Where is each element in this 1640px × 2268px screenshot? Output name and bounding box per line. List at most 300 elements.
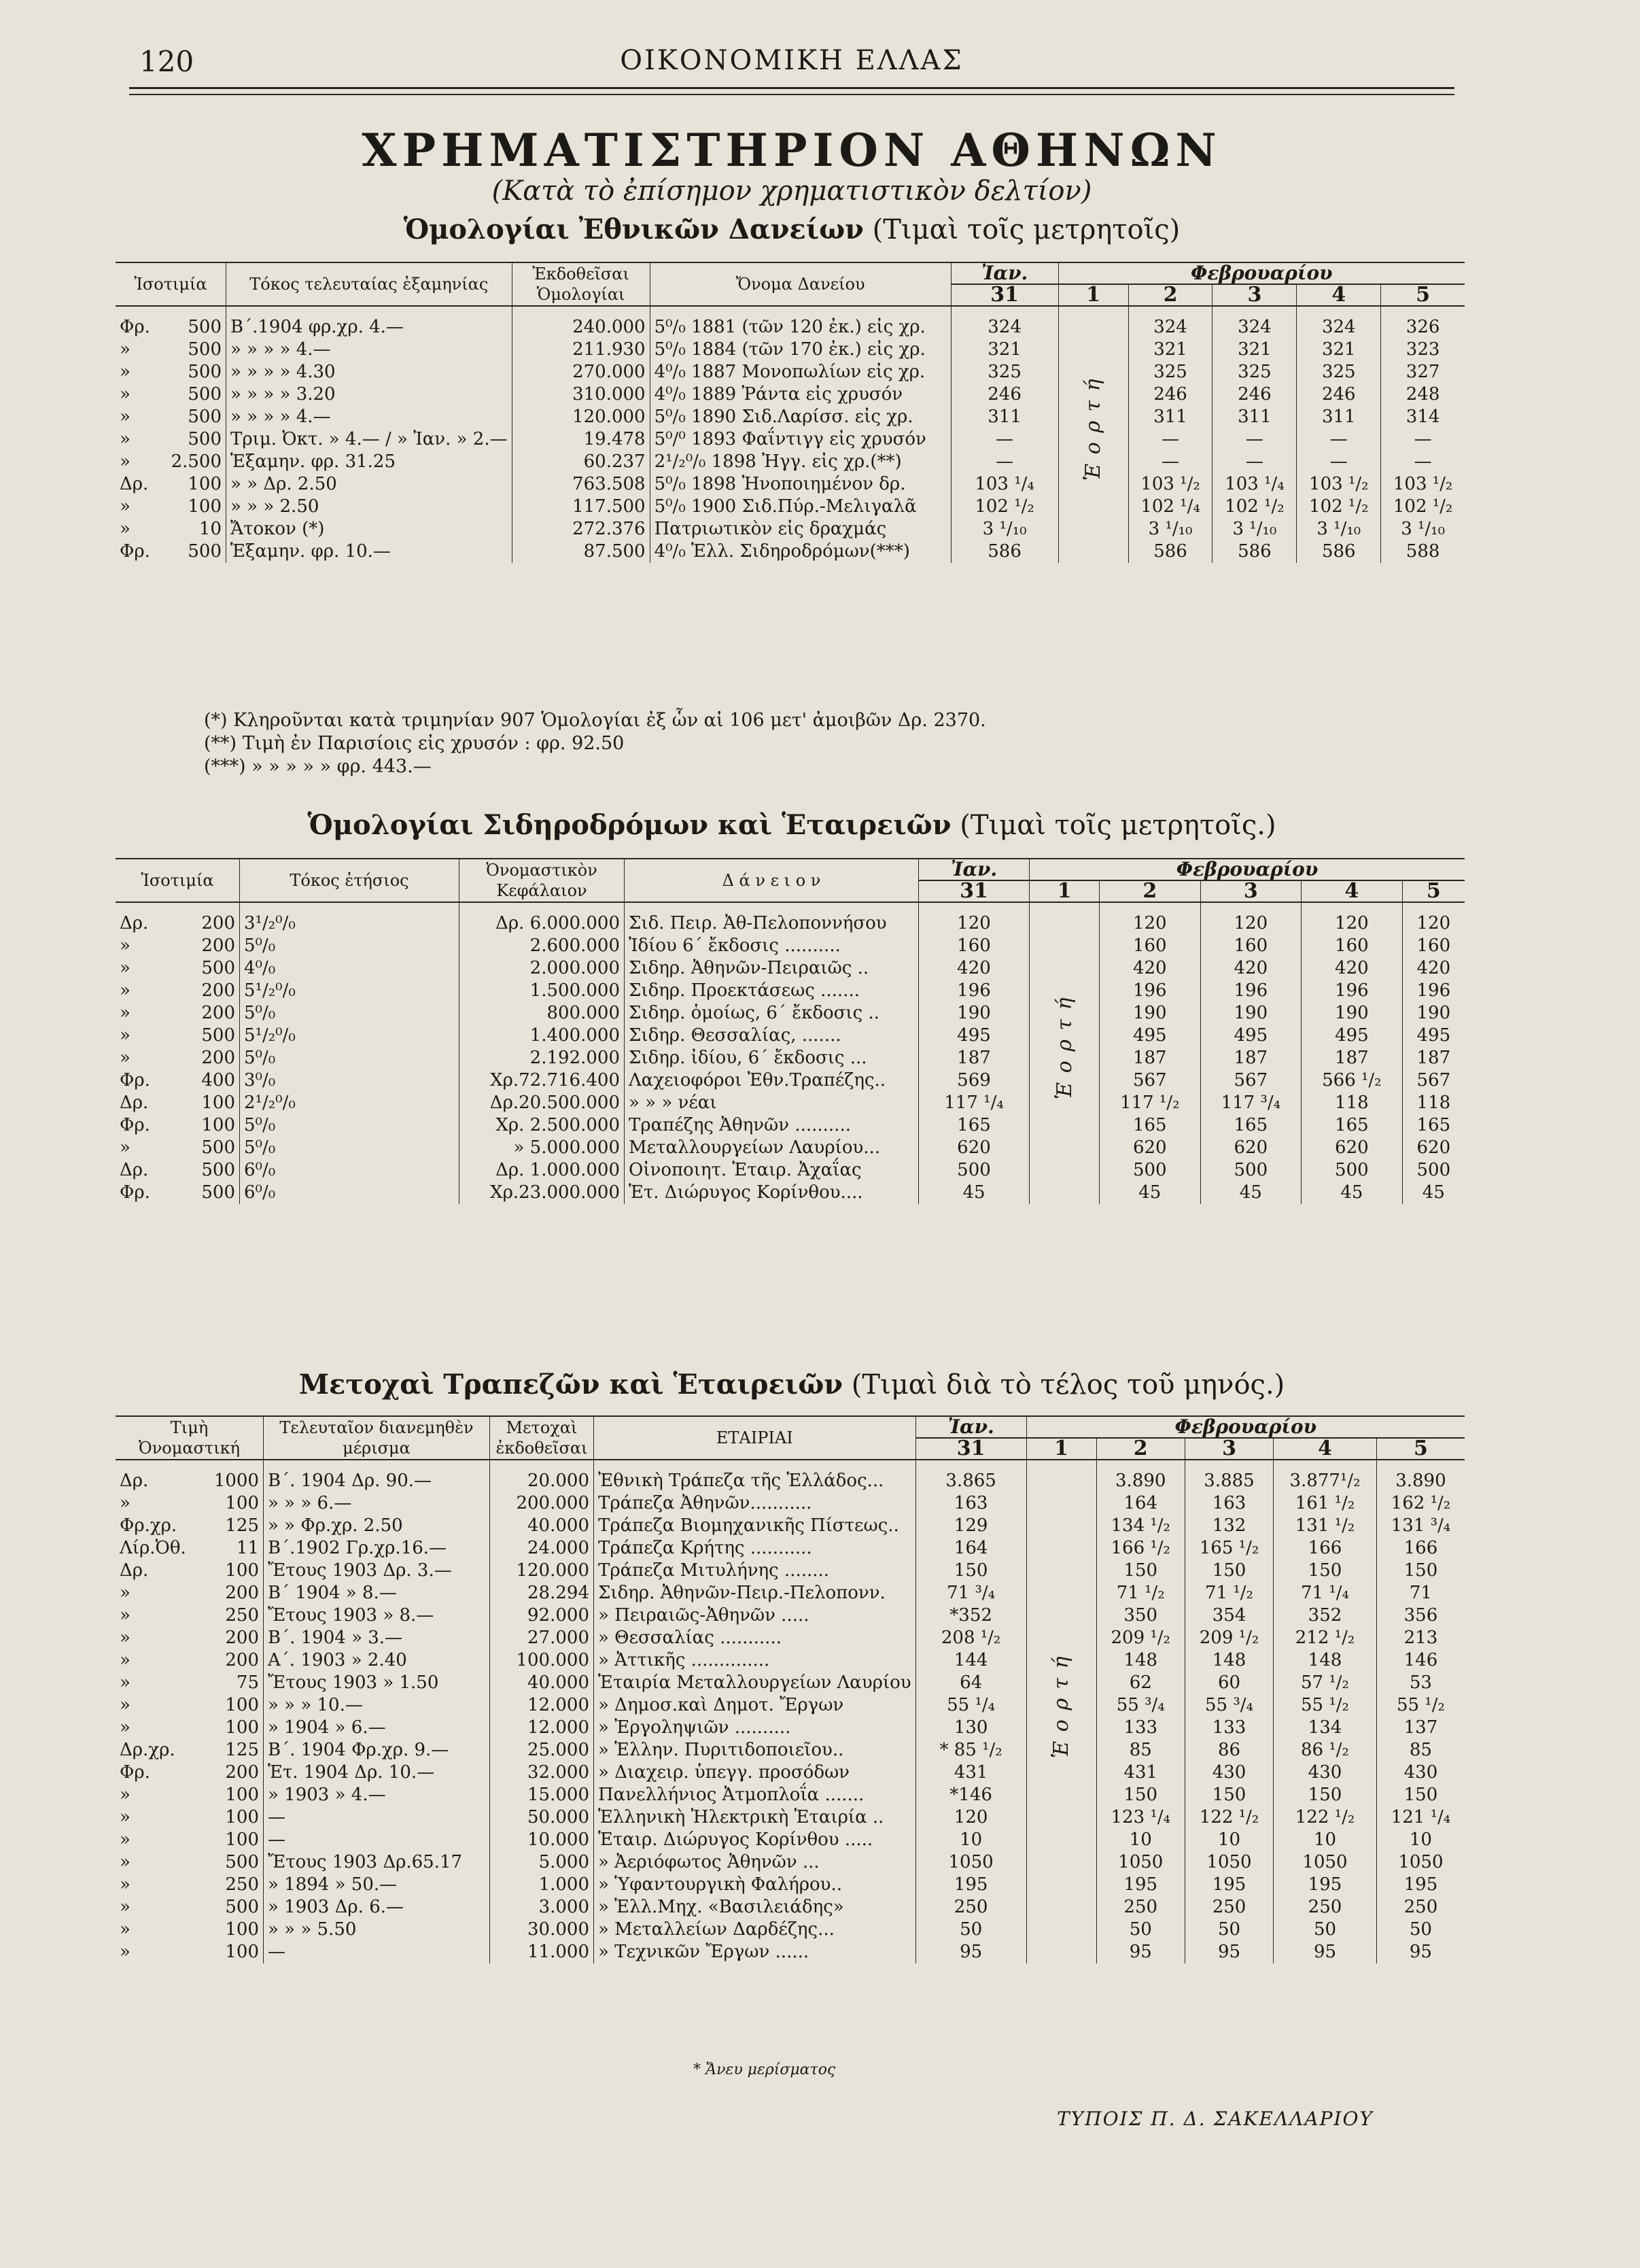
cell-coupon: 6⁰/₀ <box>240 1159 459 1182</box>
section1-heading-bold: Ὁμολογίαι Ἐθνικῶν Δανείων <box>403 213 864 245</box>
table-row <box>116 1829 1465 1851</box>
cell-jan-31: *352 <box>915 1604 1026 1627</box>
cell-value: 100 <box>225 1807 259 1827</box>
cell-value: 400 <box>201 1070 235 1090</box>
cell-jan-31: — <box>951 451 1058 473</box>
cell-coupon: 5⁰/₀ <box>240 1047 459 1069</box>
cell-name: » Τεχνικῶν Ἔργων ...... <box>594 1941 916 1963</box>
cell-issued: 15.000 <box>490 1784 594 1806</box>
cell-feb-2: 250 <box>1096 1896 1185 1919</box>
cell-coupon: — <box>264 1806 490 1829</box>
cell-unit: Φρ. <box>120 1115 150 1135</box>
cell-parity <box>116 1874 264 1896</box>
page-header <box>129 39 1454 87</box>
cell-feb-3: 195 <box>1185 1874 1273 1896</box>
cell-issued: 272.376 <box>512 518 650 540</box>
cell-issued: 40.000 <box>490 1672 594 1694</box>
col-loan-name: Ὄνομα Δανείου <box>650 262 951 306</box>
cell-parity <box>116 518 226 540</box>
cell-issued: 3.000 <box>490 1896 594 1919</box>
cell-issued: 1.400.000 <box>459 1025 625 1047</box>
cell-unit: » <box>120 1025 130 1046</box>
cell-coupon: » » Φρ.χρ. 2.50 <box>264 1515 490 1537</box>
cell-name: Ἑταιρία Μεταλλουργείων Λαυρίου <box>594 1672 916 1694</box>
table-row <box>116 1919 1465 1941</box>
cell-value: 500 <box>188 429 222 449</box>
cell-issued: Χρ. 2.500.000 <box>459 1114 625 1137</box>
cell-feb-2: 586 <box>1128 540 1212 563</box>
cell-value: 100 <box>188 496 222 517</box>
section3-heading <box>129 1369 1454 1401</box>
cell-coupon: » 1894 » 50.— <box>264 1874 490 1896</box>
cell-name: Σιδηρ. Θεσσαλίας, ....... <box>625 1025 919 1047</box>
cell-coupon: » » Δρ. 2.50 <box>226 473 512 496</box>
table-row <box>116 361 1465 383</box>
cell-jan-31: 190 <box>919 1002 1030 1025</box>
cell-parity <box>116 306 226 339</box>
cell-value: 200 <box>201 935 235 956</box>
cell-coupon: 5⁰/₀ <box>240 935 459 957</box>
cell-name: » Ἑλλ.Μηχ. «Βασιλειάδης» <box>594 1896 916 1919</box>
section2-heading <box>129 809 1454 841</box>
cell-feb-3: — <box>1212 451 1297 473</box>
cell-name: 5⁰/₀ 1900 Σιδ.Πύρ.-Μελιγαλᾶ <box>650 496 951 518</box>
cell-coupon: Β΄.1904 φρ.χρ. 4.— <box>226 306 512 339</box>
cell-feb-5: 620 <box>1416 1137 1451 1158</box>
cell-issued: 40.000 <box>490 1515 594 1537</box>
page-number: 120 <box>139 45 194 78</box>
cell-feb-2: 117 ¹/₂ <box>1100 1092 1201 1114</box>
cell-issued: 24.000 <box>490 1537 594 1560</box>
table-row <box>116 518 1465 540</box>
cell-jan-31: 120 <box>915 1806 1026 1829</box>
table-row <box>116 1851 1465 1874</box>
cell-unit: » <box>120 429 130 449</box>
cell-jan-31: 187 <box>919 1047 1030 1069</box>
cell-name: 5⁰/₀ 1884 (τῶν 170 ἐκ.) εἰς χρ. <box>650 339 951 361</box>
cell-coupon: » » » 2.50 <box>226 496 512 518</box>
col-parity: Ἰσοτιμία <box>116 262 226 306</box>
cell-jan-31: 10 <box>915 1829 1026 1851</box>
cell-feb-3: 586 <box>1212 540 1297 563</box>
cell-feb-3: 187 <box>1200 1047 1302 1069</box>
table-row <box>116 1460 1465 1492</box>
cell-unit: » <box>120 935 130 956</box>
cell-feb-2: 150 <box>1096 1784 1185 1806</box>
cell-issued: 100.000 <box>490 1649 594 1672</box>
cell-feb-5: 120 <box>1416 913 1451 933</box>
cell-unit: Φρ. <box>120 317 150 337</box>
note-2: (**) Τιμὴ ἐν Παρισίοις εἰς χρυσόν : φρ. 92.50 <box>204 733 625 754</box>
cell-value: 11 <box>236 1538 259 1558</box>
col-day-3: 3 <box>1212 284 1297 306</box>
cell-parity <box>116 339 226 361</box>
cell-feb-3: 150 <box>1185 1560 1273 1582</box>
cell-feb-3: 311 <box>1212 406 1297 428</box>
cell-feb-2: 500 <box>1100 1159 1201 1182</box>
cell-issued: 19.478 <box>512 428 650 451</box>
cell-feb-4: 131 ¹/₂ <box>1274 1515 1377 1537</box>
cell-feb-3: 620 <box>1200 1137 1302 1159</box>
cell-feb-4: — <box>1297 451 1381 473</box>
cell-parity <box>116 1806 264 1829</box>
cell-feb-2: 164 <box>1096 1492 1185 1515</box>
table-row <box>116 1159 1465 1182</box>
table-row <box>116 406 1465 428</box>
cell-jan-31: 50 <box>915 1919 1026 1941</box>
cell-coupon: 5¹/₂⁰/₀ <box>240 1025 459 1047</box>
cell-jan-31: 45 <box>919 1182 1030 1204</box>
cell-issued: 200.000 <box>490 1492 594 1515</box>
cell-parity <box>116 1582 264 1604</box>
cell-jan-31: 117 ¹/₄ <box>919 1092 1030 1114</box>
cell-feb-5: 588 <box>1406 541 1440 562</box>
cell-feb-4: 586 <box>1297 540 1381 563</box>
cell-jan-31: — <box>951 428 1058 451</box>
cell-parity <box>116 1002 240 1025</box>
cell-parity <box>116 1851 264 1874</box>
cell-jan-31: * 85 ¹/₂ <box>915 1739 1026 1762</box>
cell-value: 500 <box>225 1897 259 1917</box>
cell-feb-4: 566 ¹/₂ <box>1302 1069 1403 1092</box>
cell-name: Σιδηρ. Ἀθηνῶν-Πειραιῶς .. <box>625 957 919 980</box>
table-row <box>116 1784 1465 1806</box>
cell-name: Τράπεζα Κρήτης ........... <box>594 1537 916 1560</box>
cell-jan-31: 144 <box>915 1649 1026 1672</box>
cell-feb-5: 420 <box>1416 958 1451 978</box>
cell-feb-3: 117 ³/₄ <box>1200 1092 1302 1114</box>
cell-feb-3: 150 <box>1185 1784 1273 1806</box>
cell-feb-5: 118 <box>1416 1093 1451 1113</box>
col-day-1: 1 <box>1058 284 1128 306</box>
cell-feb-2: 150 <box>1096 1560 1185 1582</box>
cell-parity <box>116 1672 264 1694</box>
cell-parity <box>116 1739 264 1762</box>
cell-feb-5: 196 <box>1416 980 1451 1001</box>
cell-value: 100 <box>225 1560 259 1581</box>
cell-name: Σιδηρ. Ἀθηνῶν-Πειρ.-Πελοπονν. <box>594 1582 916 1604</box>
col-jan: Ἰαν. <box>951 262 1058 284</box>
cell-feb-5: 95 <box>1409 1942 1432 1962</box>
cell-feb-4: 321 <box>1297 339 1381 361</box>
cell-coupon: 5⁰/₀ <box>240 1002 459 1025</box>
cell-unit: » <box>120 1137 130 1158</box>
cell-unit: » <box>120 1650 130 1670</box>
cell-coupon: 3⁰/₀ <box>240 1069 459 1092</box>
cell-value: 500 <box>201 958 235 978</box>
cell-feb-3: 133 <box>1185 1717 1273 1739</box>
cell-name: 5⁰/⁰ 1893 Φαΐντιγγ εἰς χρυσόν <box>650 428 951 451</box>
cell-feb-2: — <box>1128 428 1212 451</box>
header-rule-2 <box>129 94 1454 95</box>
cell-feb-4: 196 <box>1302 980 1403 1002</box>
cell-parity <box>116 902 240 935</box>
cell-feb-2: — <box>1128 451 1212 473</box>
cell-coupon: 2¹/₂⁰/₀ <box>240 1092 459 1114</box>
cell-coupon: Τριμ. Ὀκτ. » 4.— / » Ἰαν. » 2.— <box>226 428 512 451</box>
cell-name: Ἑτ. Διώρυγος Κορίνθου.... <box>625 1182 919 1204</box>
cell-feb-3: 250 <box>1185 1896 1273 1919</box>
cell-feb-2: 246 <box>1128 383 1212 406</box>
cell-unit: Δρ. <box>120 913 149 933</box>
cell-jan-31: 500 <box>919 1159 1030 1182</box>
cell-feb-4: 160 <box>1302 935 1403 957</box>
cell-jan-31: 250 <box>915 1896 1026 1919</box>
cell-parity <box>116 1560 264 1582</box>
cell-parity <box>116 451 226 473</box>
cell-issued: Χρ.23.000.000 <box>459 1182 625 1204</box>
cell-coupon: 4⁰/₀ <box>240 957 459 980</box>
cell-name: Πανελλήνιος Ἀτμοπλοΐα ....... <box>594 1784 916 1806</box>
cell-coupon: Ἔτους 1903 Δρ. 3.— <box>264 1560 490 1582</box>
cell-feb-3: 50 <box>1185 1919 1273 1941</box>
cell-feb-4: 122 ¹/₂ <box>1274 1806 1377 1829</box>
cell-name: » Ὑφαντουργικὴ Φαλήρου.. <box>594 1874 916 1896</box>
cell-feb-2: 324 <box>1128 306 1212 339</box>
cell-feb-4: 95 <box>1274 1941 1377 1963</box>
cell-parity <box>116 428 226 451</box>
cell-name: Ἑλληνικὴ Ἠλεκτρικὴ Ἑταιρία .. <box>594 1806 916 1829</box>
cell-coupon: Ἔτους 1903 » 1.50 <box>264 1672 490 1694</box>
cell-feb-5: 45 <box>1422 1182 1445 1203</box>
cell-coupon: 5¹/₂⁰/₀ <box>240 980 459 1002</box>
cell-feb-3: 60 <box>1185 1672 1273 1694</box>
table-row <box>116 935 1465 957</box>
cell-feb-3: 1050 <box>1185 1851 1273 1874</box>
cell-feb-2: 495 <box>1100 1025 1201 1047</box>
cell-value: 500 <box>201 1182 235 1203</box>
cell-parity <box>116 1537 264 1560</box>
table-row <box>116 1069 1465 1092</box>
cell-feb-4: 103 ¹/₂ <box>1297 473 1381 496</box>
cell-jan-31: 420 <box>919 957 1030 980</box>
cell-unit: Φρ. <box>120 1070 150 1090</box>
cell-feb-3: 324 <box>1212 306 1297 339</box>
table-row <box>116 1092 1465 1114</box>
table-row <box>116 1182 1465 1204</box>
cell-name: Τράπεζα Ἀθηνῶν........... <box>594 1492 916 1515</box>
cell-coupon: » » » » 4.— <box>226 406 512 428</box>
cell-value: 250 <box>225 1874 259 1895</box>
cell-feb-3: — <box>1212 428 1297 451</box>
col-day-2: 2 <box>1128 284 1212 306</box>
cell-coupon: » » » » 4.30 <box>226 361 512 383</box>
col-company: ΕΤΑΙΡΙΑΙ <box>594 1416 916 1460</box>
cell-feb-5: 356 <box>1403 1605 1438 1626</box>
section3-footnote: * Ἄνευ μερίσματος <box>693 2061 836 2078</box>
cell-feb-5: 137 <box>1403 1717 1438 1738</box>
cell-issued: 117.500 <box>512 496 650 518</box>
cell-name: Σιδ. Πειρ. Ἀθ-Πελοποννήσου <box>625 902 919 935</box>
cell-coupon: Ἄτοκον (*) <box>226 518 512 540</box>
cell-unit: » <box>120 1919 130 1940</box>
cell-unit: » <box>120 1048 130 1068</box>
cell-feb-5: 10 <box>1409 1829 1432 1850</box>
col-day-1: 1 <box>1026 1438 1096 1460</box>
cell-parity <box>116 1025 240 1047</box>
cell-jan-31: 95 <box>915 1941 1026 1963</box>
cell-value: 200 <box>225 1628 259 1648</box>
cell-issued: 763.508 <box>512 473 650 496</box>
cell-issued: 25.000 <box>490 1739 594 1762</box>
section1-notes <box>204 709 986 778</box>
cell-unit: » <box>120 980 130 1001</box>
table-row <box>116 1694 1465 1717</box>
cell-value: 100 <box>225 1942 259 1962</box>
cell-feb-3: 420 <box>1200 957 1302 980</box>
cell-parity <box>116 406 226 428</box>
cell-name: 4⁰/₀ Ἑλλ. Σιδηροδρόμων(***) <box>650 540 951 563</box>
cell-parity <box>116 540 226 563</box>
cell-feb-3: 160 <box>1200 935 1302 957</box>
cell-feb-5: 323 <box>1406 339 1440 360</box>
cell-jan-31: 3.865 <box>915 1460 1026 1492</box>
cell-issued: 120.000 <box>490 1560 594 1582</box>
col-feb: Φεβρουαρίου <box>1058 262 1465 284</box>
cell-parity <box>116 1182 240 1204</box>
cell-feb-2: 325 <box>1128 361 1212 383</box>
cell-jan-31: 102 ¹/₂ <box>951 496 1058 518</box>
cell-name: Ἰδίου 6΄ ἔκδοσις .......... <box>625 935 919 957</box>
cell-feb-4: 118 <box>1302 1092 1403 1114</box>
cell-feb-4: 212 ¹/₂ <box>1274 1627 1377 1649</box>
cell-parity <box>116 383 226 406</box>
cell-feb-2: 431 <box>1096 1762 1185 1784</box>
cell-feb-4: 500 <box>1302 1159 1403 1182</box>
cell-feb-2: 62 <box>1096 1672 1185 1694</box>
cell-feb-3: 148 <box>1185 1649 1273 1672</box>
cell-feb-4: 166 <box>1274 1537 1377 1560</box>
cell-name: » Θεσσαλίας ........... <box>594 1627 916 1649</box>
table-row <box>116 383 1465 406</box>
cell-value: 200 <box>201 1048 235 1068</box>
cell-unit: Δρ. <box>120 1093 149 1113</box>
cell-value: 200 <box>201 980 235 1001</box>
cell-jan-31: 3 ¹/₁₀ <box>951 518 1058 540</box>
cell-coupon: » » » 10.— <box>264 1694 490 1717</box>
cell-unit: » <box>120 1628 130 1648</box>
cell-feb-2: 55 ³/₄ <box>1096 1694 1185 1717</box>
cell-coupon: » » » » 4.— <box>226 339 512 361</box>
cell-feb-3: 196 <box>1200 980 1302 1002</box>
col-dividend: Τελευταῖον διανεμηθὲν μέρισμα <box>264 1416 490 1460</box>
cell-feb-3: 132 <box>1185 1515 1273 1537</box>
cell-issued: 310.000 <box>512 383 650 406</box>
cell-unit: » <box>120 1717 130 1738</box>
cell-jan-31: 130 <box>915 1717 1026 1739</box>
cell-name: » Πειραιῶς-Ἀθηνῶν ..... <box>594 1604 916 1627</box>
cell-feb-3: 122 ¹/₂ <box>1185 1806 1273 1829</box>
cell-feb-5: 150 <box>1403 1560 1438 1581</box>
cell-jan-31: 569 <box>919 1069 1030 1092</box>
cell-jan-31: 55 ¹/₄ <box>915 1694 1026 1717</box>
cell-coupon: Ἑτ. 1904 Δρ. 10.— <box>264 1762 490 1784</box>
cell-feb-4: 311 <box>1297 406 1381 428</box>
cell-feb-2: 321 <box>1128 339 1212 361</box>
cell-value: 100 <box>225 1695 259 1715</box>
cell-jan-31: 311 <box>951 406 1058 428</box>
cell-feb-2: 45 <box>1100 1182 1201 1204</box>
cell-parity <box>116 1515 264 1537</box>
section2-heading-bold: Ὁμολογίαι Σιδηροδρόμων καὶ Ἑταιρειῶν <box>307 809 952 841</box>
cell-coupon: 6⁰/₀ <box>240 1182 459 1204</box>
cell-unit: Δρ. <box>120 1471 149 1491</box>
cell-feb-2: 160 <box>1100 935 1201 957</box>
cell-parity <box>116 1784 264 1806</box>
cell-name: » Δημοσ.καὶ Δημοτ. Ἔργων <box>594 1694 916 1717</box>
cell-parity <box>116 1137 240 1159</box>
note-3: (***) » » » » » φρ. 443.— <box>204 756 432 777</box>
cell-feb-2: 103 ¹/₂ <box>1128 473 1212 496</box>
cell-feb-2: 420 <box>1100 957 1201 980</box>
cell-value: 500 <box>201 1137 235 1158</box>
cell-coupon: » » » 6.— <box>264 1492 490 1515</box>
cell-jan-31: 150 <box>915 1560 1026 1582</box>
cell-feb-5: — <box>1414 451 1432 472</box>
cell-unit: » <box>120 1672 130 1693</box>
cell-feb-5: 430 <box>1403 1762 1438 1783</box>
cell-value: 500 <box>201 1025 235 1046</box>
cell-value: 125 <box>225 1740 259 1760</box>
cell-unit: » <box>120 384 130 405</box>
cell-issued: 2.192.000 <box>459 1047 625 1069</box>
cell-feb-4: 324 <box>1297 306 1381 339</box>
cell-feb-5: 53 <box>1409 1672 1432 1693</box>
cell-feb-5: 500 <box>1416 1160 1451 1180</box>
cell-name: 4⁰/₀ 1887 Μονοπωλίων εἰς χρ. <box>650 361 951 383</box>
cell-feb-4: 195 <box>1274 1874 1377 1896</box>
printer-credit: ΤΥΠΟΙΣ Π. Δ. ΣΑΚΕΛΛΑΡΙΟΥ <box>1057 2108 1374 2130</box>
cell-name: 2¹/₂⁰/₀ 1898 Ἠγγ. εἰς χρ.(**) <box>650 451 951 473</box>
cell-feb-2: 123 ¹/₄ <box>1096 1806 1185 1829</box>
cell-feb-5: 314 <box>1406 407 1440 427</box>
cell-feb-3: 246 <box>1212 383 1297 406</box>
table-row <box>116 1002 1465 1025</box>
cell-name: Οἰνοποιητ. Ἑταιρ. Ἀχαΐας <box>625 1159 919 1182</box>
cell-feb-2: 620 <box>1100 1137 1201 1159</box>
cell-coupon: Ἑξαμην. φρ. 31.25 <box>226 451 512 473</box>
col-day-5: 5 <box>1381 284 1465 306</box>
col-day-2: 2 <box>1100 880 1201 902</box>
cell-feb-3: 103 ¹/₄ <box>1212 473 1297 496</box>
table-row <box>116 306 1465 339</box>
cell-feb-4: 495 <box>1302 1025 1403 1047</box>
table-row <box>116 1627 1465 1649</box>
col-day-1: 1 <box>1030 880 1100 902</box>
cell-feb-2: 350 <box>1096 1604 1185 1627</box>
cell-issued: 10.000 <box>490 1829 594 1851</box>
cell-feb-5: 102 ¹/₂ <box>1393 496 1453 517</box>
cell-unit: Δρ. <box>120 474 149 494</box>
cell-parity <box>116 1694 264 1717</box>
cell-parity <box>116 1829 264 1851</box>
cell-issued: 800.000 <box>459 1002 625 1025</box>
cell-feb-4: 150 <box>1274 1784 1377 1806</box>
cell-unit: Φρ. <box>120 1762 150 1783</box>
cell-feb-5: 250 <box>1403 1897 1438 1917</box>
cell-coupon: 3¹/₂⁰/₀ <box>240 902 459 935</box>
cell-issued: 211.930 <box>512 339 650 361</box>
cell-jan-31: 586 <box>951 540 1058 563</box>
cell-parity <box>116 1604 264 1627</box>
col-day-4: 4 <box>1302 880 1403 902</box>
col-parity: Ἰσοτιμία <box>116 859 240 902</box>
cell-unit: » <box>120 519 130 539</box>
cell-issued: 32.000 <box>490 1762 594 1784</box>
cell-feb-3: 3 ¹/₁₀ <box>1212 518 1297 540</box>
cell-issued: Δρ.20.500.000 <box>459 1092 625 1114</box>
cell-feb-4: 352 <box>1274 1604 1377 1627</box>
